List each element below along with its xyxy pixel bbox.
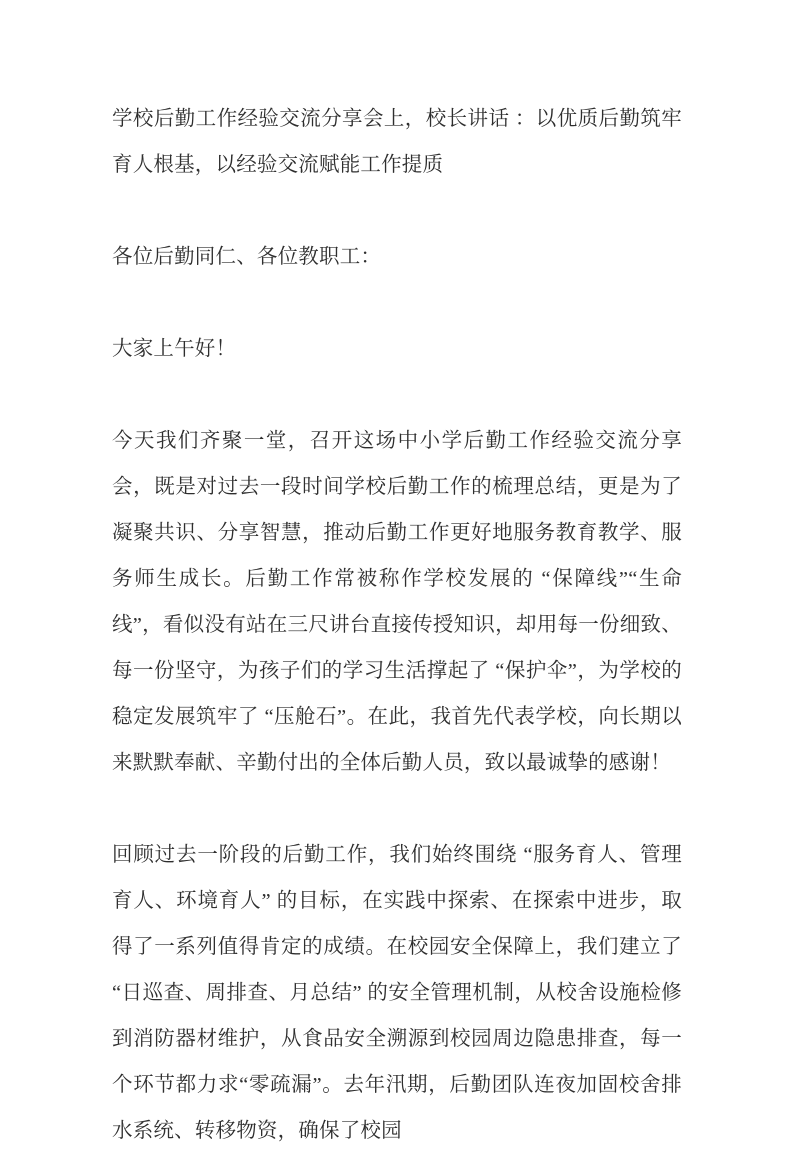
document-title: 学校后勤工作经验交流分享会上，校长讲话 ：以优质后勤筑牢育人根基，以经验交流赋能工作提质	[112, 108, 682, 176]
title-spacer	[112, 188, 682, 234]
body-paragraph-2: 回顾过去一阶段的后勤工作，我们始终围绕 “服务育人、管理育人、环境育人” 的目标，在实践中探索、在探索中进步，取得了一系列值得肯定的成绩。在校园安全保障上，我们建立了 “日巡查、周排查、月总结” 的安全管理机制，从校舍设施检修到消防器材维护，从食品安全溯源到校园周边隐患排查，每一个环节都力求“零疏漏”。去年汛期，后勤团队连夜加固校舍排水系统、转移物资，确保了校园	[112, 844, 682, 1142]
greeting-line: 大家上午好！	[112, 338, 237, 360]
salutation-spacer	[112, 280, 682, 326]
body-paragraph-1: 今天我们齐聚一堂，召开这场中小学后勤工作经验交流分享会，既是对过去一段时间学校后勤工作的梳理总结，更是为了凝聚共识、分享智慧，推动后勤工作更好地服务教育教学、服务师生成长。后勤工作常被称作学校发展的 “保障线”“生命线”，看似没有站在三尺讲台直接传授知识，却用每一份细致、每一份坚守，为孩子们的学习生活撑起了 “保护伞”，为学校的稳定发展筑牢了 “压舱石”。在此，我首先代表学校，向长期以来默默奉献、辛勤付出的全体后勤人员，致以最诚挚的感谢！	[112, 430, 682, 774]
paragraph-spacer-1	[112, 786, 682, 832]
salutation-line: 各位后勤同仁、各位教职工：	[112, 246, 382, 268]
document-body	[112, 96, 682, 1154]
greeting-spacer	[112, 372, 682, 418]
